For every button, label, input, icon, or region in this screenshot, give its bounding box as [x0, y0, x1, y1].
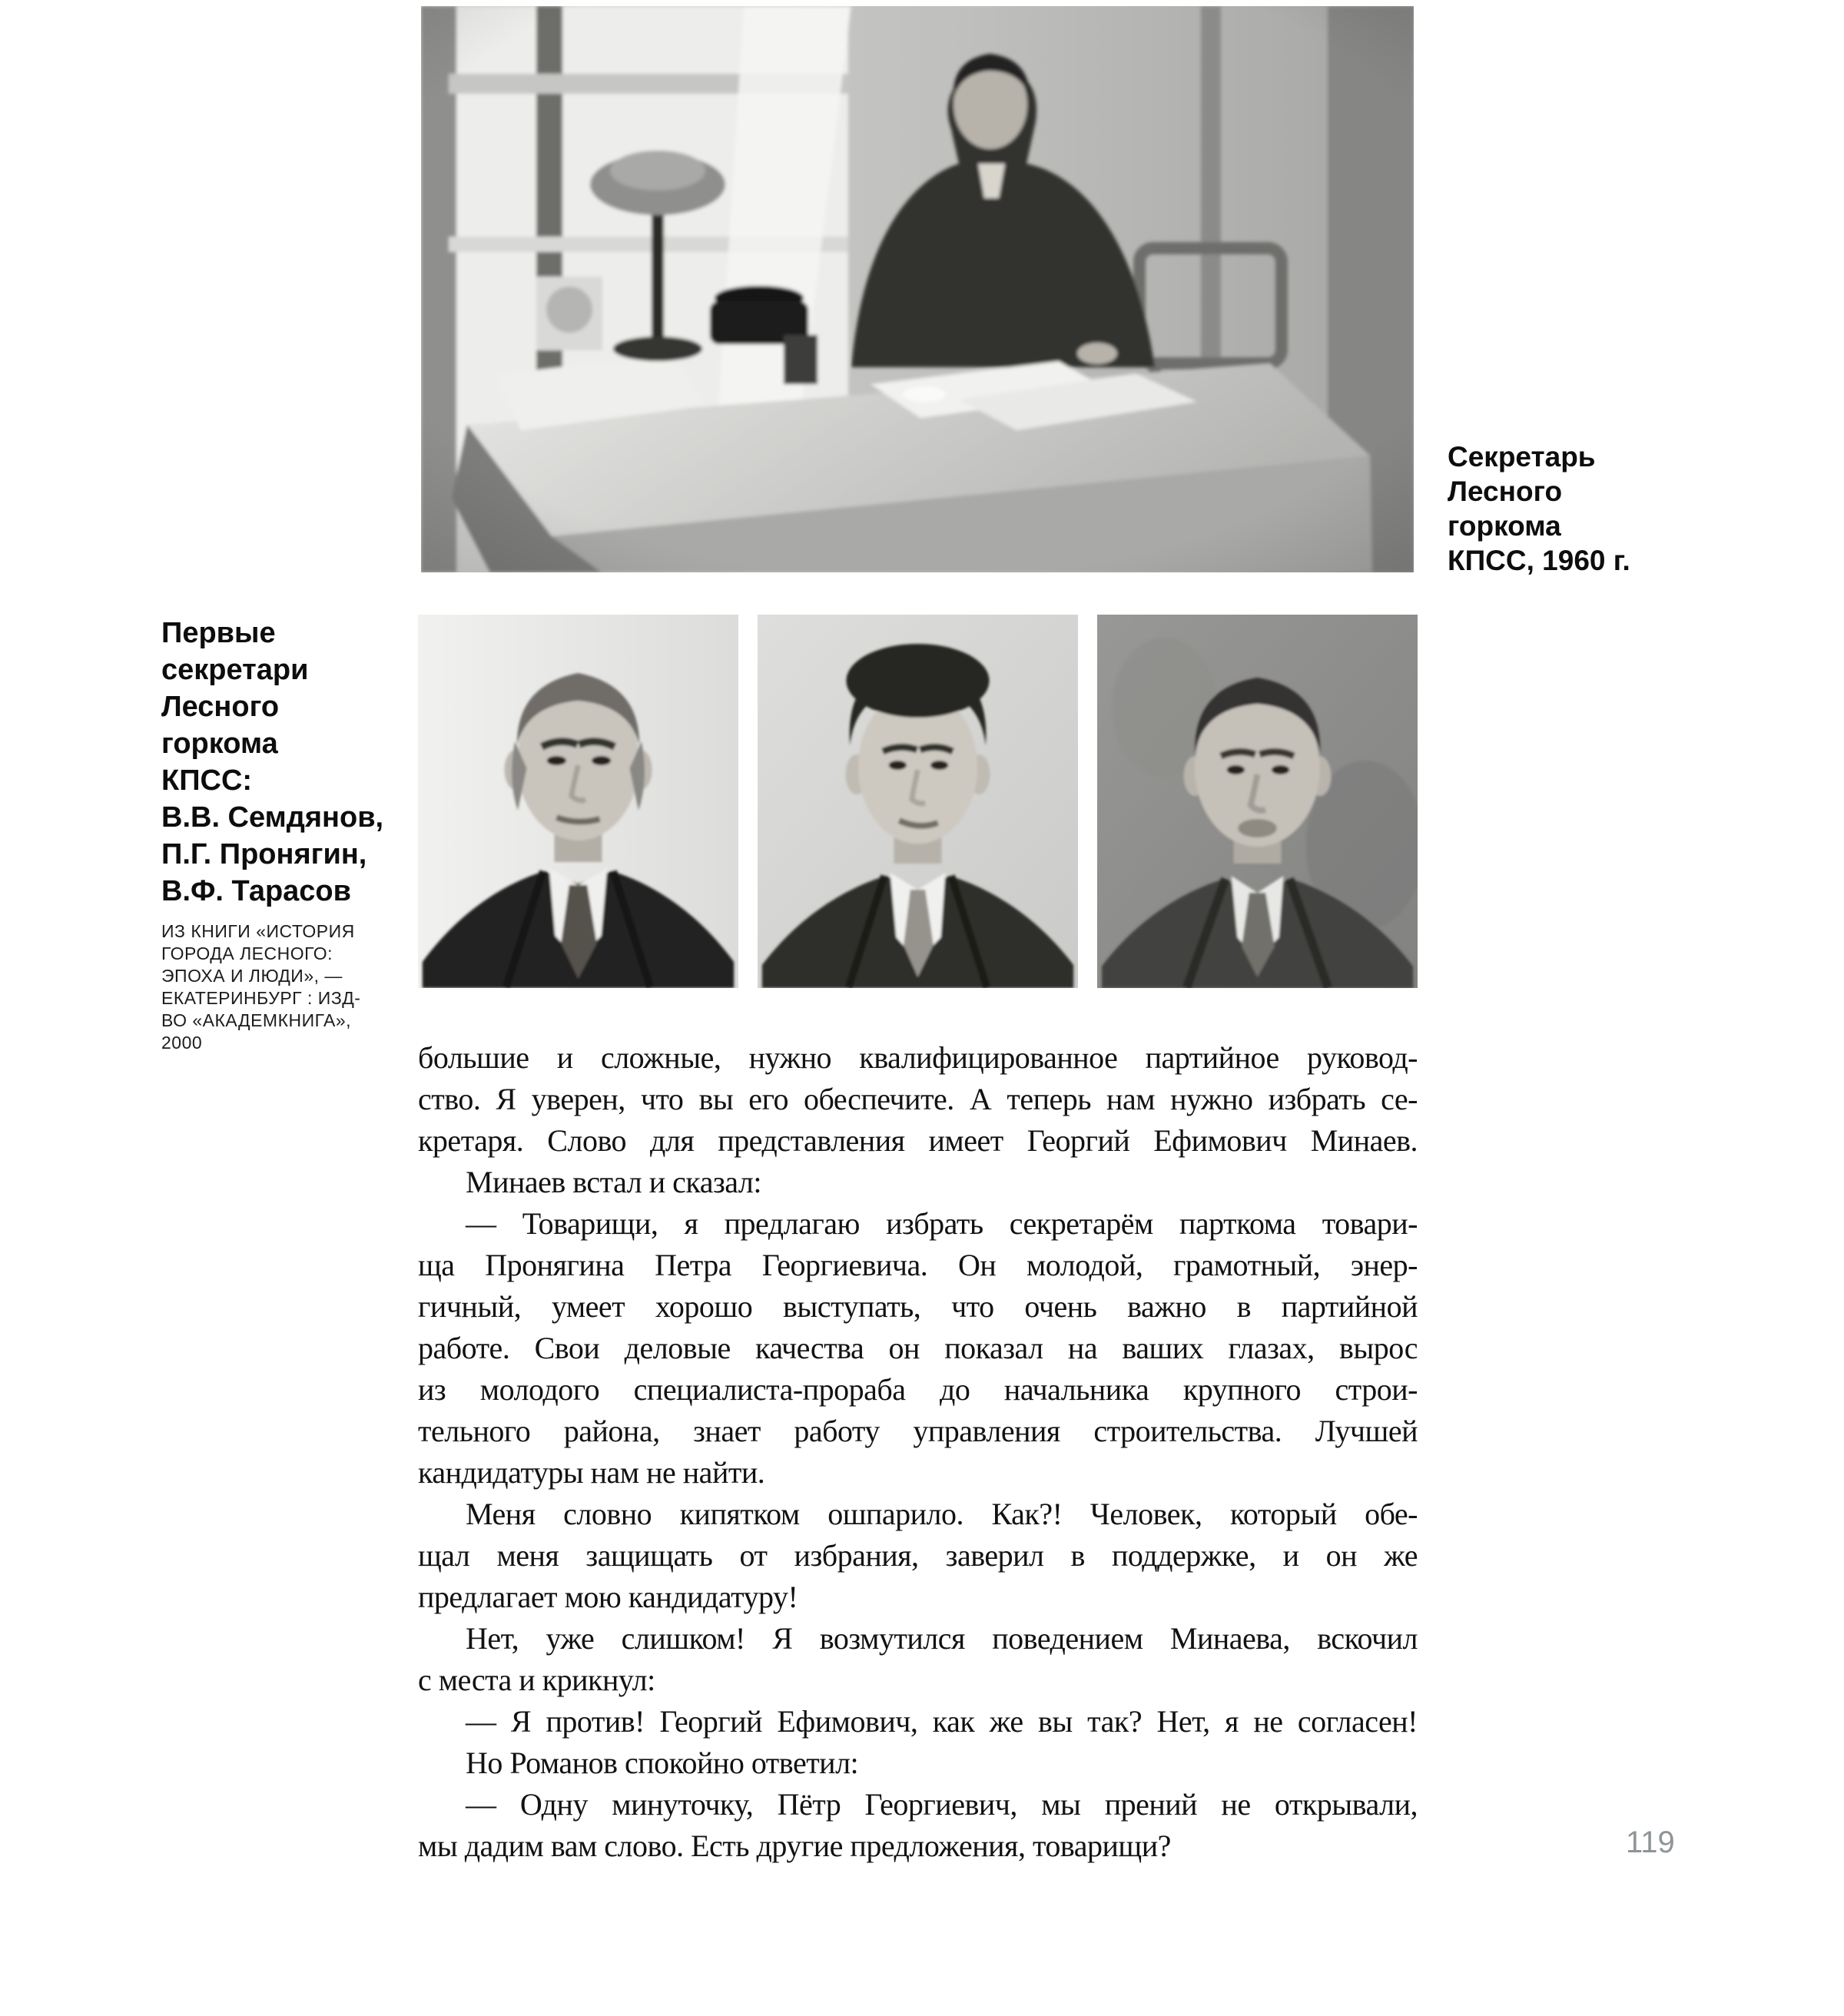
source-line: ГОРОДА ЛЕСНОГО:: [161, 943, 333, 963]
body-text-line: большие и сложные, нужно квалифицированное партийное руковод-: [418, 1040, 1418, 1075]
body-text-line: Но Романов спокойно ответил:: [466, 1746, 859, 1780]
office-photo-image: [421, 6, 1414, 572]
body-text-line: мы дадим вам слово. Есть другие предложения, товарищи?: [418, 1829, 1171, 1863]
source-line: ЕКАТЕРИНБУРГ : ИЗД-: [161, 988, 361, 1008]
body-text-line: — Товарищи, я предлагаю избрать секретарём парткома товари-: [466, 1206, 1418, 1241]
portrait-tarasov-image: [1097, 615, 1418, 988]
body-text-line: ство. Я уверен, что вы его обеспечите. А теперь нам нужно избрать се-: [418, 1082, 1418, 1116]
caption-line: Лесного: [1448, 476, 1563, 507]
portrait-photo-semdyanov: [418, 615, 738, 988]
source-line: ИЗ КНИГИ «ИСТОРИЯ: [161, 921, 355, 941]
body-text-line: тельного района, знает работу управления строительства. Лучшей: [418, 1414, 1418, 1448]
body-text: [418, 1037, 1418, 1867]
portraits-row: [418, 615, 1418, 988]
body-text-line: с места и крикнул:: [418, 1663, 655, 1697]
caption-line: КПСС, 1960 г.: [1448, 545, 1630, 576]
left-caption: [161, 615, 415, 910]
caption-line: КПСС:: [161, 764, 253, 797]
caption-line: Первые: [161, 617, 276, 649]
body-text-line: ща Пронягина Петра Георгиевича. Он молодой, грамотный, энер-: [418, 1248, 1418, 1282]
body-text-line: — Я против! Георгий Ефимович, как же вы так? Нет, я не согласен!: [466, 1704, 1418, 1739]
caption-line: секретари: [161, 654, 309, 686]
caption-line: Лесного: [161, 691, 280, 723]
caption-line: В.В. Семдянов,: [161, 801, 384, 834]
caption-line: Секретарь: [1448, 441, 1596, 472]
body-text-line: Нет, уже слишком! Я возмутился поведением Минаева, вскочил: [466, 1621, 1418, 1656]
body-text-line: гичный, умеет хорошо выступать, что очень важно в партийной: [418, 1289, 1418, 1324]
body-text-line: Меня словно кипятком ошпарило. Как?! Человек, который обе-: [466, 1497, 1418, 1531]
source-line: 2000: [161, 1033, 203, 1053]
portrait-photo-tarasov: [1097, 615, 1418, 988]
body-text-line: предлагает мою кандидатуру!: [418, 1580, 798, 1614]
caption-line: горкома: [1448, 510, 1561, 542]
body-text-line: кретаря. Слово для представления имеет Георгий Ефимович Минаев.: [418, 1123, 1418, 1158]
page-number: 119: [1626, 1825, 1675, 1859]
portrait-semdyanov-image: [418, 615, 738, 988]
source-line: ЭПОХА И ЛЮДИ», —: [161, 966, 343, 986]
caption-line: В.Ф. Тарасов: [161, 875, 351, 907]
caption-line: П.Г. Пронягин,: [161, 838, 367, 870]
right-caption: [1448, 439, 1809, 578]
body-text-line: Минаев встал и сказал:: [466, 1165, 761, 1199]
portrait-pronyagin-image: [758, 615, 1078, 988]
body-text-line: из молодого специалиста-прораба до начальника крупного строи-: [418, 1372, 1418, 1407]
portrait-photo-pronyagin: [758, 615, 1078, 988]
body-text-line: — Одну минуточку, Пётр Георгиевич, мы прений не открывали,: [466, 1787, 1418, 1822]
source-note: [161, 920, 423, 1054]
office-photo: [421, 6, 1414, 572]
caption-line: горкома: [161, 728, 278, 760]
body-text-line: кандидатуры нам не найти.: [418, 1455, 765, 1490]
source-line: ВО «АКАДЕМКНИГА»,: [161, 1010, 352, 1030]
body-text-line: щал меня защищать от избрания, заверил в поддержке, и он же: [418, 1538, 1418, 1573]
body-text-line: работе. Свои деловые качества он показал на ваших глазах, вырос: [418, 1331, 1418, 1365]
